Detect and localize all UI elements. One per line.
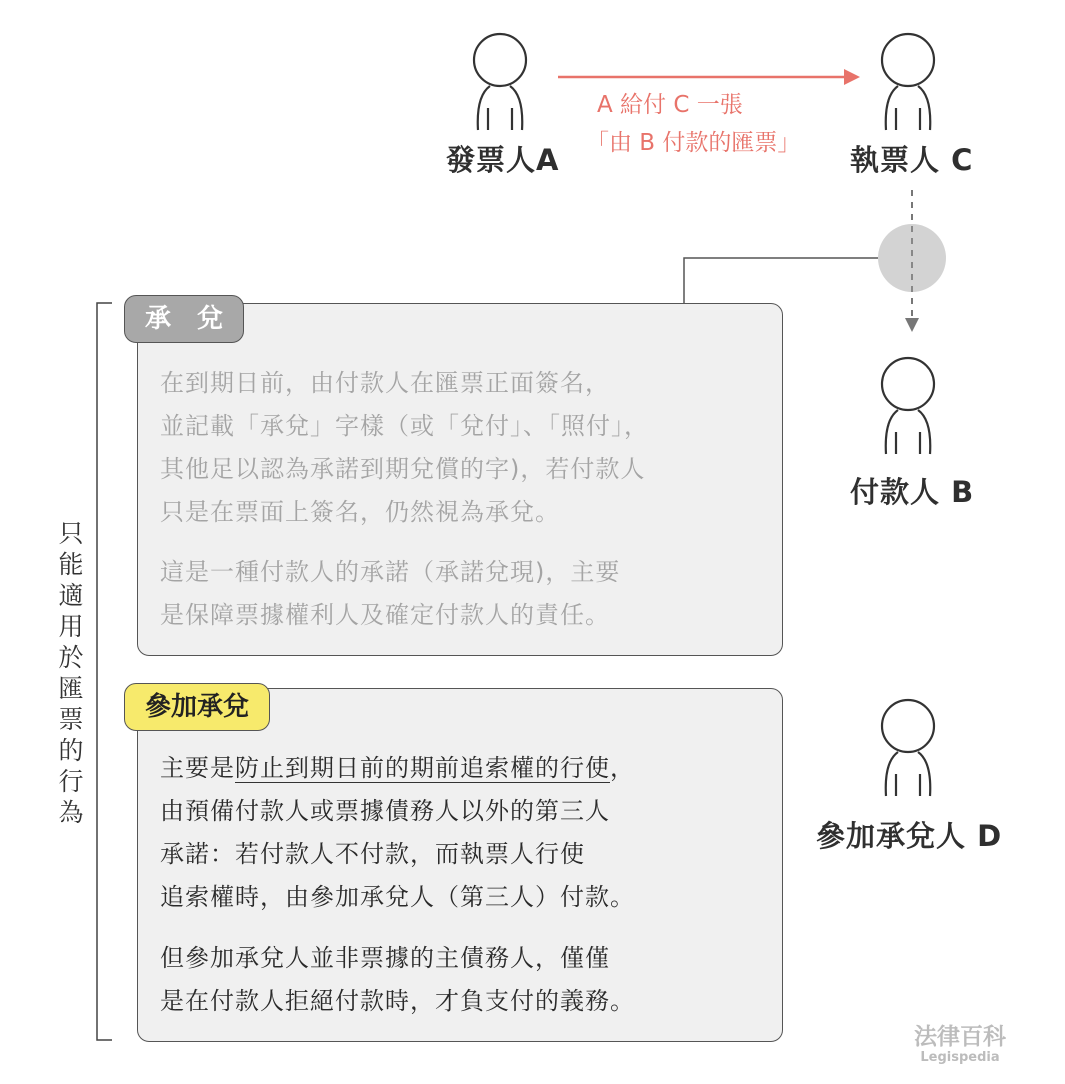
brand-logo: 法律百科 bbox=[914, 1024, 1006, 1050]
acceptance-definition bbox=[160, 362, 649, 534]
acceptance-line: 只是在票面上簽名，仍然視為承兌。 bbox=[160, 498, 560, 526]
dashed-arrowhead bbox=[905, 318, 919, 332]
drawer-label: 發票人A bbox=[446, 143, 560, 177]
participation-line: 承諾：若付款人不付款，而執票人行使 bbox=[160, 840, 585, 868]
participation-line: 但參加承兌人並非票據的主債務人，僅僅 bbox=[160, 944, 610, 972]
participant-icon bbox=[872, 688, 952, 798]
participation-tag: 參加承兌 bbox=[124, 683, 270, 731]
acceptance-line: 並記載「承兌」字樣（或「兌付」、「照付」， bbox=[160, 412, 649, 440]
participation-line: 追索權時，由參加承兌人（第三人）付款。 bbox=[160, 883, 635, 911]
acceptance-line: 是保障票據權利人及確定付款人的責任。 bbox=[160, 601, 610, 629]
acceptance-line: 這是一種付款人的承諾（承諾兌現)，主要 bbox=[160, 558, 621, 586]
participant-label: 參加承兌人 D bbox=[816, 819, 1003, 853]
connector-node bbox=[878, 224, 946, 292]
participation-line: 由預備付款人或票據債務人以外的第三人 bbox=[160, 797, 610, 825]
participation-line: 主要是防止到期日前的期前追索權的行使， bbox=[160, 754, 635, 782]
acceptance-purpose bbox=[160, 551, 620, 637]
brand-sub: Legispedia bbox=[920, 1050, 1000, 1065]
holder-icon bbox=[872, 22, 952, 132]
acceptance-tag: 承 兌 bbox=[124, 295, 244, 343]
drawer-icon bbox=[464, 22, 544, 132]
payer-label: 付款人 B bbox=[850, 475, 975, 509]
transfer-text-line1: A 給付 C 一張 bbox=[597, 92, 743, 118]
transfer-arrowhead bbox=[844, 69, 860, 85]
participation-note bbox=[160, 937, 635, 1023]
transfer-text-line2: 「由 B 付款的匯票」 bbox=[586, 130, 801, 156]
participation-definition bbox=[160, 747, 635, 919]
scope-label: 只能適用於匯票的行為 bbox=[55, 520, 84, 830]
key-purpose: 防止到期日前的期前追索權的行使 bbox=[235, 754, 610, 782]
participation-line: 是在付款人拒絕付款時，才負支付的義務。 bbox=[160, 987, 635, 1015]
payer-icon bbox=[872, 346, 952, 456]
acceptance-line: 其他足以認為承諾到期兌償的字)，若付款人 bbox=[160, 455, 646, 483]
acceptance-line: 在到期日前，由付款人在匯票正面簽名， bbox=[160, 369, 610, 397]
holder-label: 執票人 C bbox=[850, 143, 974, 177]
connector-line bbox=[684, 258, 878, 303]
scope-bracket bbox=[97, 303, 112, 1040]
